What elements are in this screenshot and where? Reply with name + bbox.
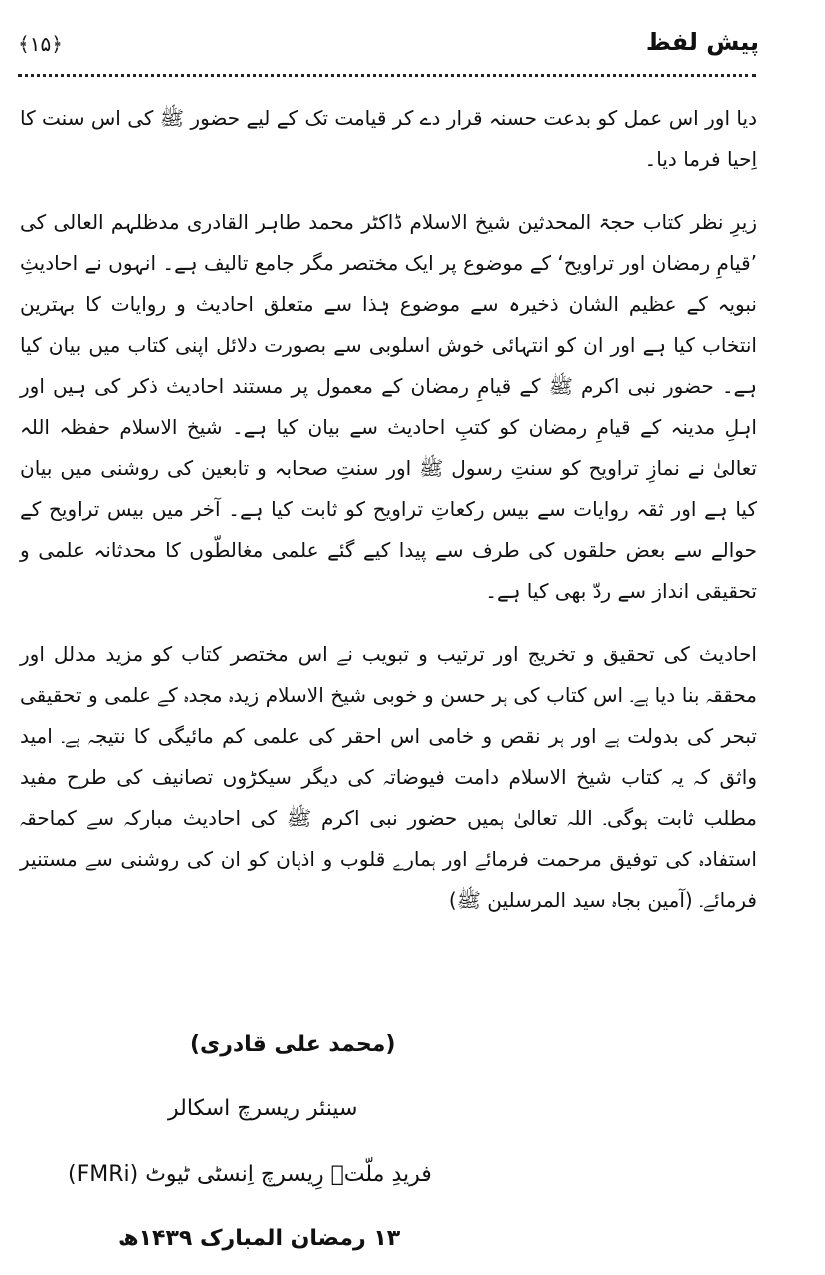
paragraph-3: احادیث کی تحقیق و تخریج اور ترتیب و تبویب نے اس مختصر کتاب کو مزید مدلل اور محققہ بنا دیا ہے۔ اس کتاب کی ہر حسن و خوبی شیخ الاسلام زیدہ مجدہ کے علمی و تحقیقی تبحر کی بدولت ہے اور ہر نقص و خامی اس احقر کی علمی کم مائیگی کا نتیجہ ہے۔ امید واثق کہ یہ کتاب شیخ الاسلام دامت فیوضاتہ کی دیگر سیکڑوں تصانیف کی طرح مفید مطلب ثابت ہوگی۔ اللہ تعالیٰ ہمیں حضور نبی اکرم ﷺ کی احادیث مبارکہ سے کماحقہ استفادہ کی توفیق مرحمت فرمائے اور ہمارے قلوب و اذہان کو ان کی روشنی سے مستنیر فرمائے۔ (آمین بجاہ سید المرسلین ﷺ) [20, 642, 757, 912]
author-name: (محمد علی قادری) [190, 1032, 396, 1057]
running-title: پیش لفظ [645, 28, 759, 56]
body-text [20, 98, 757, 943]
signature-date: ۱۳ رمضان المبارک ۱۴۳۹ھ [118, 1226, 401, 1251]
header-divider [18, 74, 756, 77]
page-header [18, 28, 759, 68]
paragraph-2: زیرِ نظر کتاب حجۃ المحدثین شیخ الاسلام ڈاکٹر محمد طاہر القادری مدظلہم العالی کی ’قیامِ رمضان اور تراویح‘ کے موضوع پر ایک مختصر مگر جامع تالیف ہے۔ انہوں نے احادیثِ نبویہ کے عظیم الشان ذخیرہ سے موضوع ہٰذا سے متعلق احادیث و روایات کا بہترین انتخاب کیا ہے اور ان کو انتہائی خوش اسلوبی سے بصورت دلائل اپنی کتاب میں بیان کیا ہے۔ حضور نبی اکرم ﷺ کے قیامِ رمضان کے معمول پر مستند احادیث ذکر کی ہیں اور اہلِ مدینہ کے قیامِ رمضان کو کتبِ احادیث سے بیان کیا ہے۔ شیخ الاسلام حفظہ اللہ تعالیٰ نے نمازِ تراویح کو سنتِ رسول ﷺ اور سنتِ صحابہ و تابعین کی روشنی میں بیان کیا ہے اور ثقہ روایات سے بیس رکعاتِ تراویح کو ثابت کیا ہے۔ آخر میں بیس تراویح کے حوالے سے بعض حلقوں کی طرف سے پیدا کیے گئے علمی مغالطّوں کا محدثانہ علمی و تحقیقی انداز سے ردّ بھی کیا ہے۔ [20, 210, 757, 603]
paragraph-1: دیا اور اس عمل کو بدعت حسنہ قرار دے کر قیامت تک کے لیے حضور ﷺ کی اس سنت کا اِحیا فرما دیا۔ [20, 106, 757, 171]
page-number: ﴾۱۵﴿ [18, 32, 63, 56]
author-organization: فریدِ ملّتؒ رِیسرچ اِنسٹی ٹیوٹ (FMRi) [68, 1162, 432, 1187]
author-role: سینئر ریسرچ اسکالر [168, 1096, 358, 1121]
